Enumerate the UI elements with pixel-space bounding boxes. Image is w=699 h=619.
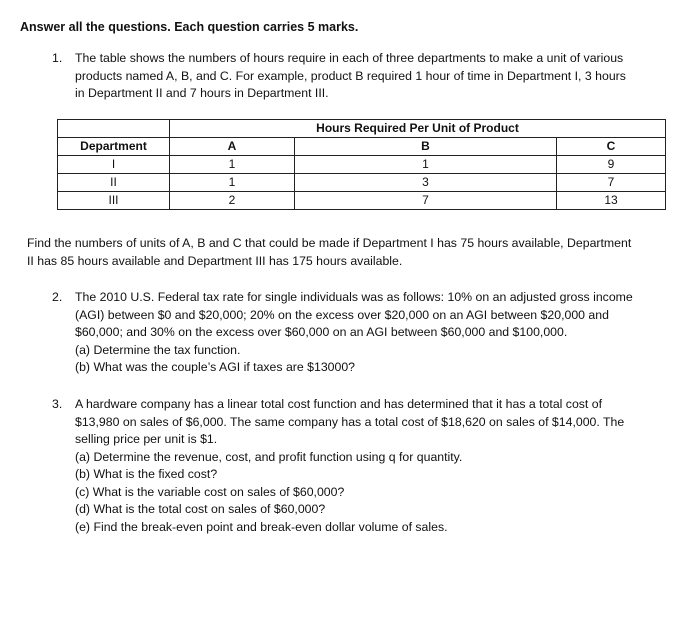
table-cell: II (58, 174, 170, 192)
table-cell: 9 (557, 156, 666, 174)
table-row (58, 156, 666, 174)
question-line: The 2010 U.S. Federal tax rate for single individuals was as follows: 10% on an adjusted gross income (75, 290, 633, 304)
table-header-c: C (557, 138, 666, 156)
table-group-header-row (58, 120, 666, 138)
question-number: 3. (52, 397, 63, 411)
sub-question: (b) What is the fixed cost? (75, 467, 218, 481)
sub-question: (a) Determine the tax function. (75, 342, 241, 357)
table-cell: III (58, 192, 170, 210)
table-cell: I (58, 156, 170, 174)
instructions-heading: Answer all the questions. Each question carries 5 marks. (20, 20, 359, 34)
question-2 (52, 289, 664, 377)
question-line: The table shows the numbers of hours require in each of three departments to make a unit of various (75, 51, 624, 65)
table-cell: 7 (295, 192, 557, 210)
table-cell: 1 (295, 156, 557, 174)
question-1-followup (27, 235, 664, 270)
question-line: (AGI) between $0 and $20,000; 20% on the excess over $20,000 on an AGI between $20,000 and (75, 307, 609, 322)
sub-question: (c) What is the variable cost on sales of $60,000? (75, 484, 345, 499)
question-line: A hardware company has a linear total cost function and has determined that it has a total cost of (75, 397, 603, 411)
question-1 (52, 50, 664, 103)
question-line: in Department II and 7 hours in Department III. (75, 86, 329, 100)
question-line: $13,980 on sales of $6,000. The same company has a total cost of $18,620 on sales of $14,000. The (75, 414, 625, 429)
table-header-a: A (170, 138, 295, 156)
sub-question: (b) What was the couple’s AGI if taxes are $13000? (75, 360, 356, 374)
table-row (58, 174, 666, 192)
table-header-department: Department (58, 138, 170, 156)
table-row (58, 192, 666, 210)
sub-question: (e) Find the break-even point and break-even dollar volume of sales. (75, 519, 448, 534)
table-header-empty (58, 120, 170, 138)
table-cell: 3 (295, 174, 557, 192)
sub-question: (a) Determine the revenue, cost, and profit function using q for quantity. (75, 449, 463, 464)
sub-question: (d) What is the total cost on sales of $60,000? (75, 502, 326, 516)
question-line: $60,000; and 30% on the excess over $60,000 on an AGI between $60,000 and $100,000. (75, 325, 568, 339)
question-text (75, 396, 664, 536)
followup-line: II has 85 hours available and Department III has 175 hours available. (27, 253, 403, 268)
table-header-row (58, 138, 666, 156)
table-group-header: Hours Required Per Unit of Product (170, 120, 666, 138)
table-cell: 1 (170, 156, 295, 174)
followup-line: Find the numbers of units of A, B and C that could be made if Department I has 75 hours available, Department (27, 236, 632, 250)
question-number: 2. (52, 290, 63, 304)
table-cell: 7 (557, 174, 666, 192)
table-header-b: B (295, 138, 557, 156)
table-cell: 1 (170, 174, 295, 192)
question-line: products named A, B, and C. For example, product B required 1 hour of time in Department I, 3 hours (75, 68, 626, 83)
question-line: selling price per unit is $1. (75, 432, 218, 446)
table-cell: 2 (170, 192, 295, 210)
question-3 (52, 396, 664, 536)
question-text (75, 289, 664, 377)
question-number: 1. (52, 51, 63, 65)
hours-table (57, 119, 666, 210)
question-text (75, 50, 664, 103)
table-cell: 13 (557, 192, 666, 210)
